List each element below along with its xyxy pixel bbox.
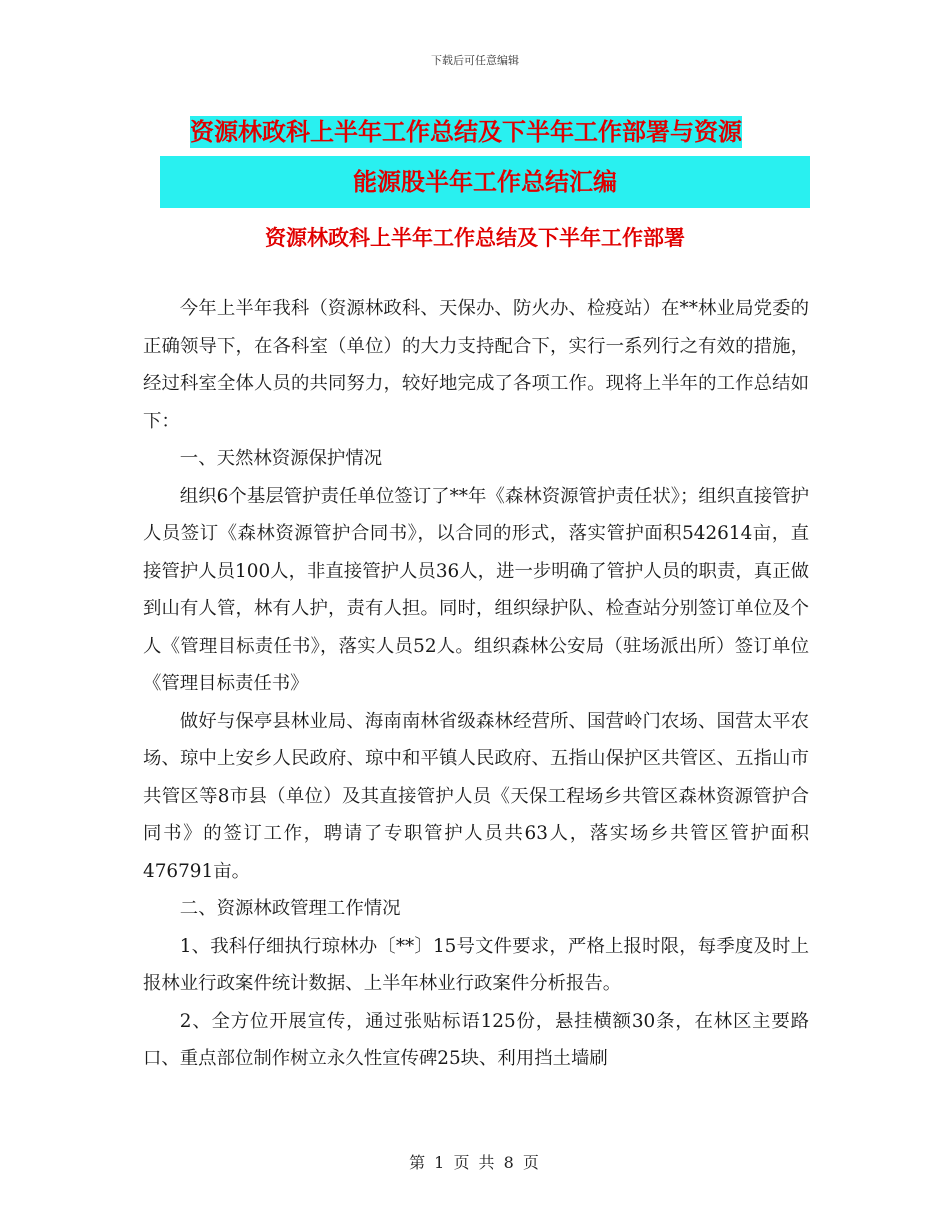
title-line-2 (160, 156, 810, 208)
paragraph-item-2: 2、全方位开展宣传，通过张贴标语125份，悬挂横额30条，在林区主要路口、重点部位制作树立永久性宣传碑25块、利用挡土墙刷 (143, 1010, 809, 1069)
paragraph-intro: 今年上半年我科（资源林政科、天保办、防火办、检疫站）在**林业局党委的正确领导下，在各科室（单位）的大力支持配合下，实行一系列行之有效的措施，经过科室全体人员的共同努力，较好地完成了各项工作。现将上半年的工作总结如下： (143, 298, 809, 432)
document-title (190, 108, 810, 208)
heading-forest-protection: 一、天然林资源保护情况 (179, 448, 383, 469)
body-text (143, 290, 809, 1078)
heading-resource-management: 二、资源林政管理工作情况 (179, 898, 401, 919)
title-line-1: 资源林政科上半年工作总结及下半年工作部署与资源 (190, 118, 742, 146)
header-note: 下载后可任意编辑 (431, 54, 519, 67)
paragraph-co-management: 做好与保亭县林业局、海南南林省级森林经营所、国营岭门农场、国营太平农场、琼中上安乡人民政府、琼中和平镇人民政府、五指山保护区共管区、五指山市共管区等8市县（单位）及其直接管护人员《天保工程场乡共管区森林资源管护合同书》的签订工作，聘请了专职管护人员共63人，落实场乡共管区管护面积476791亩。 (143, 710, 809, 882)
page-footer: 第 1 页 共 8 页 (409, 1153, 541, 1172)
paragraph-item-1: 1、我科仔细执行琼林办〔**〕15号文件要求，严格上报时限，每季度及时上报林业行政案件统计数据、上半年林业行政案件分析报告。 (143, 935, 809, 994)
section-title: 资源林政科上半年工作总结及下半年工作部署 (265, 226, 685, 250)
title-line-2-text: 能源股半年工作总结汇编 (353, 168, 617, 196)
paragraph-protection-contracts: 组织6个基层管护责任单位签订了**年《森林资源管护责任状》；组织直接管护人员签订《森林资源管护合同书》，以合同的形式，落实管护面积542614亩，直接管护人员100人，非直接管护人员36人，进一步明确了管护人员的职责，真正做到山有人管，林有人护，责有人担。同时，组织绿护队、检查站分别签订单位及个人《管理目标责任书》，落实人员52人。组织森林公安局（驻场派出所）签订单位《管理目标责任书》 (143, 485, 809, 694)
